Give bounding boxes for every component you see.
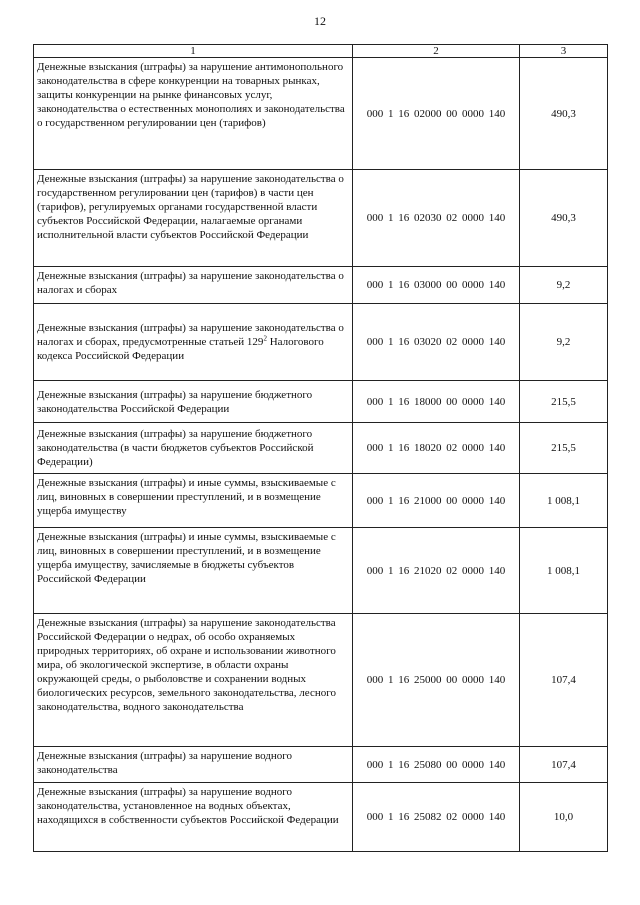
- table-row: [34, 783, 608, 852]
- row-description: Денежные взыскания (штрафы) за нарушение антимонопольного законодательства в сфере конкуренции на товарных рынках, защиты конкуренции на рынке финансовых услуг, законодательства о естественных монополиях и законодательства о государственном регулировании цен (тарифов): [34, 58, 353, 170]
- row-description: Денежные взыскания (штрафы) за нарушение водного законодательства: [34, 747, 353, 783]
- column-header-2: 2: [353, 45, 520, 58]
- table-row: [34, 528, 608, 614]
- row-code: 000 1 16 02030 02 0000 140: [353, 170, 520, 267]
- table-row: [34, 474, 608, 528]
- page-number: 12: [314, 14, 326, 28]
- table-row: [34, 58, 608, 170]
- row-amount: 107,4: [520, 614, 608, 747]
- column-header-1: 1: [34, 45, 353, 58]
- row-description: Денежные взыскания (штрафы) за нарушение бюджетного законодательства (в части бюджетов субъектов Российской Федерации): [34, 423, 353, 474]
- row-amount: 490,3: [520, 58, 608, 170]
- column-header-3: 3: [520, 45, 608, 58]
- row-amount: 10,0: [520, 783, 608, 852]
- row-code: 000 1 16 03020 02 0000 140: [353, 304, 520, 381]
- row-description: Денежные взыскания (штрафы) за нарушение бюджетного законодательства Российской Федерации: [34, 381, 353, 423]
- table-row: [34, 304, 608, 381]
- row-amount: 1 008,1: [520, 528, 608, 614]
- row-code: 000 1 16 18020 02 0000 140: [353, 423, 520, 474]
- row-description: Денежные взыскания (штрафы) за нарушение законодательства о налогах и сборах: [34, 267, 353, 304]
- table-row: [34, 747, 608, 783]
- row-amount: 215,5: [520, 423, 608, 474]
- row-amount: 1 008,1: [520, 474, 608, 528]
- table-row: [34, 423, 608, 474]
- row-code: 000 1 16 02000 00 0000 140: [353, 58, 520, 170]
- row-amount: 215,5: [520, 381, 608, 423]
- superscript: 2: [263, 334, 267, 343]
- table-row: [34, 614, 608, 747]
- row-description: [34, 304, 353, 381]
- row-code: 000 1 16 03000 00 0000 140: [353, 267, 520, 304]
- row-description: Денежные взыскания (штрафы) и иные суммы, взыскиваемые с лиц, виновных в совершении преступлений, и в возмещение ущерба имуществу: [34, 474, 353, 528]
- row-amount: 9,2: [520, 267, 608, 304]
- row-code: 000 1 16 21020 02 0000 140: [353, 528, 520, 614]
- row-code: 000 1 16 18000 00 0000 140: [353, 381, 520, 423]
- budget-table: [33, 44, 608, 852]
- row-description-text: Налогового кодекса Российской Федерации: [37, 336, 324, 362]
- row-amount: 9,2: [520, 304, 608, 381]
- header-row: [34, 45, 608, 58]
- row-description-text: Денежные взыскания (штрафы) за нарушение законодательства о налогах и сборах, предусмотренные статьей 129: [37, 322, 344, 348]
- row-code: 000 1 16 21000 00 0000 140: [353, 474, 520, 528]
- row-code: 000 1 16 25082 02 0000 140: [353, 783, 520, 852]
- table-row: [34, 170, 608, 267]
- row-description: Денежные взыскания (штрафы) за нарушение законодательства о государственном регулировании цен (тарифов) в части цен (тарифов), регулируемых органами государственной власти субъектов Российской Федерации, налагаемые органами исполнительной власти субъектов Российской Федерации: [34, 170, 353, 267]
- row-description: Денежные взыскания (штрафы) и иные суммы, взыскиваемые с лиц, виновных в совершении преступлений, и в возмещение ущерба имуществу, зачисляемые в бюджеты субъектов Российской Федерации: [34, 528, 353, 614]
- row-code: 000 1 16 25080 00 0000 140: [353, 747, 520, 783]
- table-row: [34, 267, 608, 304]
- row-description: Денежные взыскания (штрафы) за нарушение водного законодательства, установленное на водных объектах, находящихся в собственности субъектов Российской Федерации: [34, 783, 353, 852]
- table-row: [34, 381, 608, 423]
- row-amount: 107,4: [520, 747, 608, 783]
- row-description: Денежные взыскания (штрафы) за нарушение законодательства Российской Федерации о недрах, об особо охраняемых природных территориях, об охране и использовании животного мира, об экологической экспертизе, в области охраны окружающей среды, о рыболовстве и сохранении водных биологических ресурсов, земельного законодательства, лесного законодательства, водного законодательства: [34, 614, 353, 747]
- row-amount: 490,3: [520, 170, 608, 267]
- row-code: 000 1 16 25000 00 0000 140: [353, 614, 520, 747]
